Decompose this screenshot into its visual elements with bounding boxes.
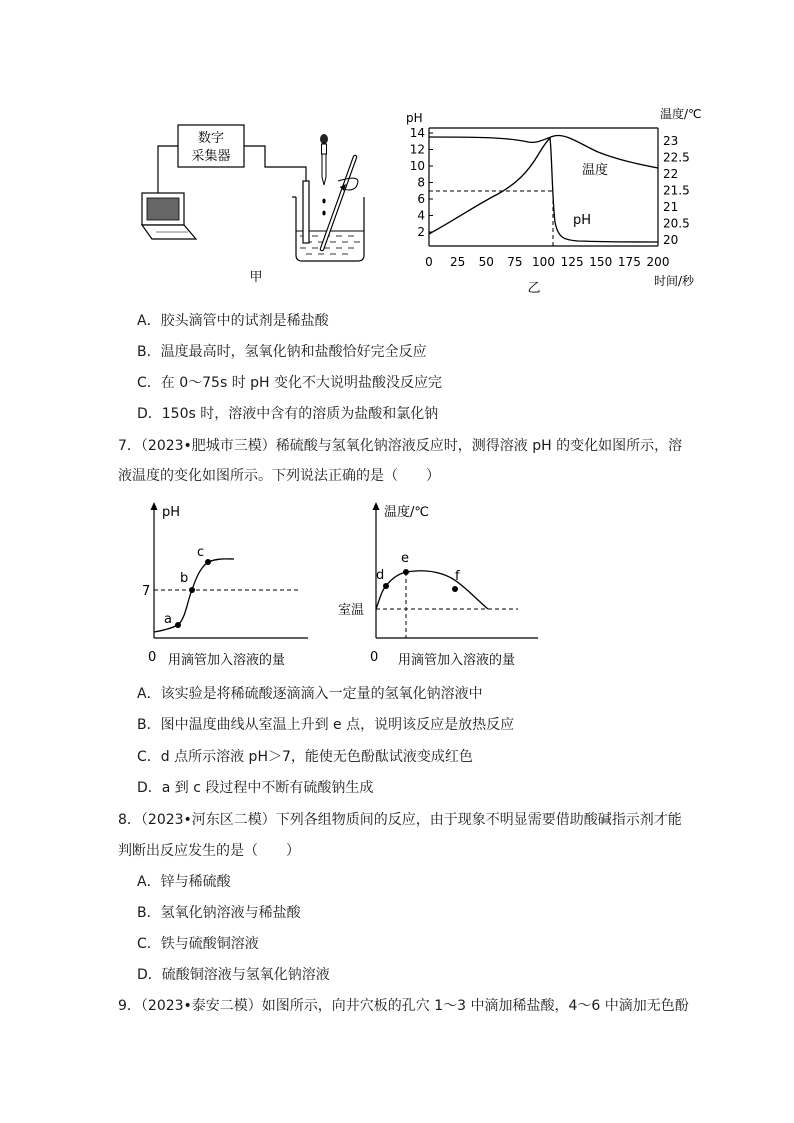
x-tick-label: 0 [425,255,433,269]
q8-option-a: A．锌与稀硫酸 [137,874,231,890]
q7-label-a: a [164,612,172,627]
q7-ph-origin: 0 [148,650,157,665]
q7-point-d [383,583,389,589]
q7-temperature-graph [338,498,548,674]
graph-caption: 乙 [527,281,541,296]
right-tick-label: 21.5 [663,183,690,198]
q7-temp-curve [376,571,488,609]
x-tick-label: 200 [646,255,670,269]
x-tick-label: 100 [532,255,555,269]
collector-label-2: 采集器 [191,149,231,164]
q7-option-d: D．a 到 c 段过程中不断有硫酸钠生成 [137,780,374,796]
q7-option-c: C．d 点所示溶液 pH＞7，能使无色酚酞试液变成红色 [137,749,473,765]
left-tick-label: 8 [417,175,425,190]
left-tick-label: 2 [417,225,425,239]
q7-label-c: c [197,545,205,560]
x-tick-label: 150 [589,255,613,269]
q7-temp-origin: 0 [370,650,379,665]
x-tick-label: 50 [478,255,494,269]
ph-temperature-graph [398,100,716,298]
q8-stem-line-2: 判断出反应发生的是（ ） [118,843,300,859]
right-axis-label: 温度/℃ [660,107,702,121]
x-tick-label: 175 [617,255,641,269]
right-tick-label: 21 [663,200,679,214]
right-tick-label: 20.5 [663,216,690,231]
q7-temp-x-label: 用滴管加入溶液的量 [398,653,516,668]
collector-label-1: 数字 [197,131,225,146]
temperature-curve-label: 温度 [582,163,609,178]
q7-ph-graph [138,498,318,674]
q7-label-e: e [401,551,409,566]
right-tick-label: 23 [663,134,679,148]
left-tick-label: 10 [409,159,425,173]
x-tick-label: 25 [449,255,466,269]
q7-stem-line-2: 液温度的变化如图所示。下列说法正确的是（ ） [118,468,440,484]
q7-label-d: d [376,568,385,583]
q7-label-f: f [455,569,460,584]
q6-option-c: C．在 0～75s 时 pH 变化不大说明盐酸没反应完 [137,375,443,391]
left-tick-label: 4 [417,208,425,223]
q7-option-b: B．图中温度曲线从室温上升到 e 点，说明该反应是放热反应 [137,717,515,733]
left-tick-label: 14 [409,126,425,140]
q7-ph-y-tick: 7 [142,584,151,599]
right-tick-label: 22.5 [663,150,690,165]
q7-label-b: b [180,571,189,586]
q8-option-c: C．铁与硫酸铜溶液 [137,936,259,952]
q7-ph-y-label: pH [162,505,181,520]
q7-point-a [175,622,181,628]
q7-point-c [205,559,211,565]
left-tick-label: 6 [417,192,425,206]
q8-stem-line-1: 8．（2023•河东区二模）下列各组物质间的反应，由于现象不明显需要借助酸碱指示剂才能 [118,812,682,828]
apparatus-caption: 甲 [249,270,263,285]
q9-stem-line-1: 9．（2023•泰安二模）如图所示，向井穴板的孔穴 1～3 中滴加稀盐酸，4～6 中滴加无色酚 [118,998,689,1014]
wire-to-probe [244,146,306,181]
q7-option-a: A．该实验是将稀硫酸逐滴滴入一定量的氢氧化钠溶液中 [137,686,483,702]
x-tick-label: 125 [560,255,584,269]
x-tick-label: 75 [507,255,523,269]
q6-option-b: B．温度最高时，氢氧化钠和盐酸恰好完全反应 [137,344,427,360]
right-tick-label: 20 [663,233,679,247]
q7-ph-x-label: 用滴管加入溶液的量 [168,653,286,668]
q7-temp-y-tick: 室温 [338,603,365,618]
q7-point-b [189,587,195,593]
ph-curve-label: pH [573,213,592,228]
apparatus-figure [130,115,390,290]
q6-option-a: A．胶头滴管中的试剂是稀盐酸 [137,313,329,329]
ph7-guide-line [429,191,553,246]
temperature-curve [429,135,658,168]
right-tick-label: 22 [663,167,679,181]
ph-curve [429,138,658,242]
laptop-icon [142,193,196,239]
q8-option-d: D．硫酸铜溶液与氢氧化钠溶液 [137,967,330,983]
q7-temp-y-label: 温度/℃ [384,505,429,520]
q8-option-b: B．氢氧化钠溶液与稀盐酸 [137,905,301,921]
left-axis-label: pH [406,111,423,125]
dropper-icon [320,134,328,215]
q7-stem-line-1: 7．（2023•肥城市三模）稀硫酸与氢氧化钠溶液反应时，测得溶液 pH 的变化如图所示，溶 [118,438,683,454]
q7-point-e [403,569,409,575]
ph-probe [303,181,309,243]
x-axis-label: 时间/秒 [653,274,695,288]
stirring-rod-icon [322,157,358,249]
wire-to-laptop [158,146,178,193]
q7-point-f [452,586,458,592]
left-tick-label: 12 [409,142,425,157]
q6-option-d: D．150s 时，溶液中含有的溶质为盐酸和氯化钠 [137,406,439,422]
